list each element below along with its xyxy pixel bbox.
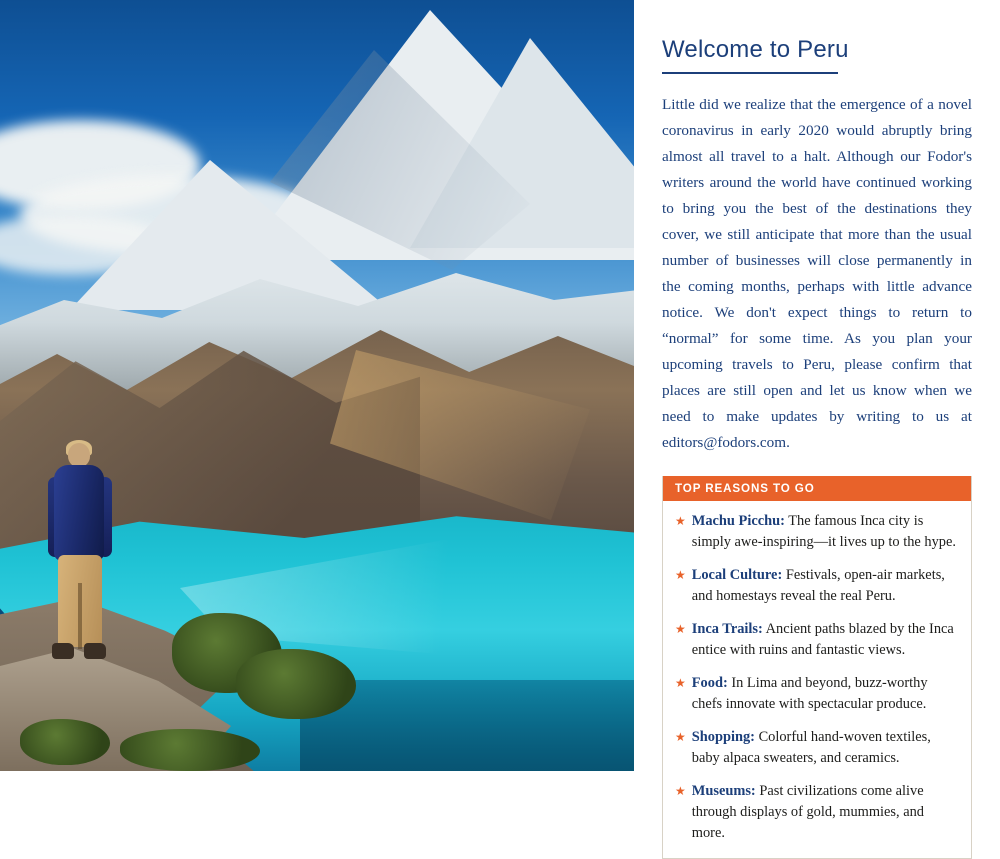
hiker-boot-right — [84, 643, 106, 659]
reason-label: Local Culture: — [691, 567, 783, 583]
hiker-leg-seam — [78, 583, 82, 649]
reason-text — [692, 511, 959, 553]
list-item — [675, 673, 959, 715]
reason-label: Shopping: — [691, 729, 755, 745]
star-icon: ★ — [675, 568, 686, 582]
list-item — [675, 565, 959, 607]
reason-body: Past civilizations come alive through displays of gold, mummies, and more. — [691, 783, 924, 841]
star-icon: ★ — [675, 514, 686, 528]
article-column — [634, 0, 1000, 841]
list-item — [675, 619, 959, 661]
star-icon: ★ — [675, 622, 686, 636]
shrub — [20, 719, 110, 765]
list-item — [675, 511, 959, 553]
reason-body: Ancient paths blazed by the Inca entice with ruins and fantastic views. — [691, 621, 954, 658]
title-underline — [662, 72, 838, 74]
intro-paragraph: Little did we realize that the emergence of a novel coronavirus in early 2020 would abruptly bring almost all travel to a halt. Although our Fodor's writers around the world have continued working to bring you the best of the destinations they cover, we still anticipate that more than the usual number of businesses will close permanently in the coming months, perhaps with little advance notice. We don't expect things to return to “normal” for some time. As you plan your upcoming travels to Peru, please confirm that places are still open and let us know when we need to make updates by writing to us at editors@fodors.com. — [662, 96, 972, 451]
reason-label: Museums: — [691, 783, 756, 799]
reason-body: In Lima and beyond, buzz-worthy chefs innovate with spectacular produce. — [691, 675, 928, 712]
hiker-boot-left — [52, 643, 74, 659]
reason-text — [692, 727, 959, 769]
reason-label: Food: — [691, 675, 728, 691]
page-title: Welcome to Peru — [662, 36, 849, 63]
hiker-blue-jacket — [54, 465, 104, 561]
reason-body: Festivals, open-air markets, and homestays reveal the real Peru. — [691, 567, 945, 604]
reason-text — [692, 781, 959, 844]
reason-label: Inca Trails: — [691, 621, 763, 637]
list-item — [675, 727, 959, 769]
reason-text — [692, 673, 959, 715]
reason-text — [692, 565, 959, 607]
top-reasons-box — [662, 476, 972, 859]
top-reasons-heading: TOP REASONS TO GO — [663, 476, 971, 501]
shrub — [120, 729, 260, 771]
star-icon: ★ — [675, 730, 686, 744]
hiker-head — [68, 443, 90, 467]
shrub — [236, 649, 356, 719]
reason-body: Colorful hand-woven textiles, baby alpaca sweaters, and ceramics. — [691, 729, 931, 766]
reason-body: The famous Inca city is simply awe-inspiring—it lives up to the hype. — [691, 513, 956, 550]
star-icon: ★ — [675, 784, 686, 798]
top-reasons-list — [663, 501, 971, 858]
reason-label: Machu Picchu: — [691, 513, 785, 529]
star-icon: ★ — [675, 676, 686, 690]
list-item — [675, 781, 959, 844]
reason-text — [692, 619, 959, 661]
hiker-figure — [42, 443, 120, 679]
